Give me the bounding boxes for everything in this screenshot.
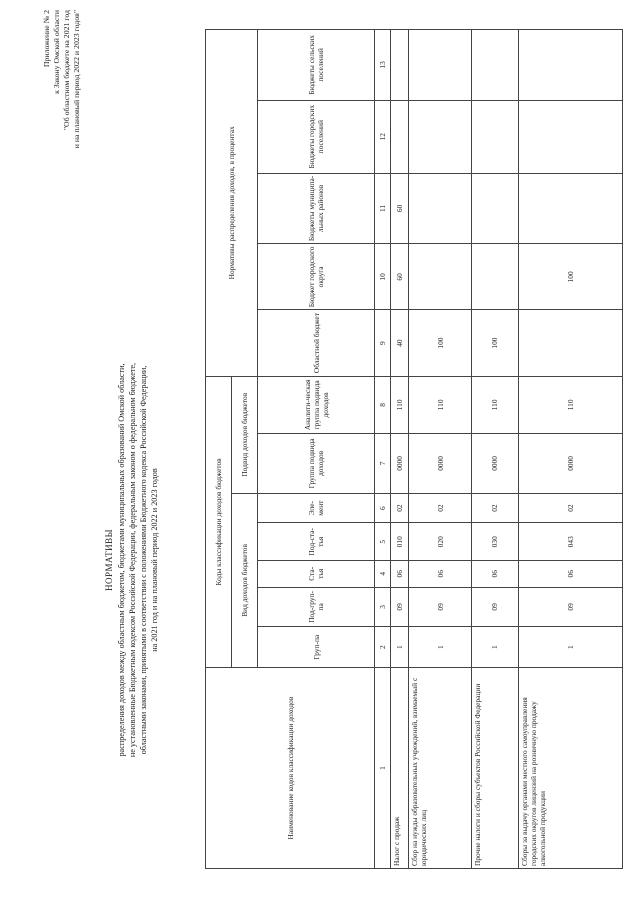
header-gruppa-podvida: Группа подвида доходов: [258, 434, 375, 494]
cell-gruppa-podvida: 0000: [391, 434, 409, 494]
header-analit: Аналити-ческая группа подвида доходов: [258, 376, 375, 433]
cell-gruppa: 1: [518, 627, 622, 668]
table-row: [409, 30, 472, 869]
cell-gorposel: [409, 100, 472, 173]
header-statya: Ста-тья: [258, 561, 375, 587]
cell-podgruppa: 09: [471, 587, 518, 627]
cell-munic: 60: [391, 173, 409, 244]
cell-statya: 06: [409, 561, 472, 587]
cell-podstatya: 020: [409, 523, 472, 561]
table-row: [471, 30, 518, 869]
title-line: на 2021 год и на плановый период 2022 и 2023 годов: [150, 468, 159, 652]
cell-gruppa-podvida: 0000: [471, 434, 518, 494]
index-cell: 4: [375, 561, 391, 587]
cell-analit: 110: [518, 376, 622, 433]
cell-gruppa: 1: [471, 627, 518, 668]
cell-element: 02: [391, 493, 409, 523]
header-selposel: Бюджеты сельских поселений: [258, 30, 375, 101]
cell-selposel: [391, 30, 409, 101]
header-munic: Бюджеты муниципа-льных районов: [258, 173, 375, 244]
header-norms: Нормативы распределения доходов, в процентах: [206, 30, 258, 377]
cell-selposel: [471, 30, 518, 101]
cell-munic: [471, 173, 518, 244]
appendix-line: "Об областном бюджете на 2021 год: [62, 10, 71, 131]
header-codes: Коды классификации доходов бюджетов: [206, 376, 232, 667]
cell-gruppa: 1: [409, 627, 472, 668]
cell-munic: [518, 173, 622, 244]
index-cell: 13: [375, 30, 391, 101]
cell-podgruppa: 09: [391, 587, 409, 627]
document-title: [104, 325, 160, 795]
cell-gorod: [471, 244, 518, 310]
appendix-line: Приложение № 2: [42, 10, 51, 68]
cell-gruppa-podvida: 0000: [409, 434, 472, 494]
table-row: [391, 30, 409, 869]
cell-oblast: 100: [409, 310, 472, 376]
row-name: Налог с продаж: [391, 668, 409, 869]
index-row: [375, 30, 391, 869]
cell-element: 02: [518, 493, 622, 523]
cell-statya: 06: [391, 561, 409, 587]
header-podstatya: Под-ста-тья: [258, 523, 375, 561]
index-cell: 2: [375, 627, 391, 668]
cell-analit: 110: [409, 376, 472, 433]
cell-analit: 110: [471, 376, 518, 433]
cell-analit: 110: [391, 376, 409, 433]
index-cell: 5: [375, 523, 391, 561]
cell-statya: 06: [471, 561, 518, 587]
cell-gorposel: [518, 100, 622, 173]
cell-statya: 06: [518, 561, 622, 587]
title-line: областными законами, принятыми в соответствии с положениями Бюджетного кодекса Российской Федерации,: [139, 365, 148, 755]
cell-element: 02: [409, 493, 472, 523]
row-name: Сборы за выдачу органами местного самоуправления городских округов лицензий на розничную продажу алкогольной продукции: [518, 668, 622, 869]
row-name: Сбор на нужды образовательных учреждений, взимаемый с юридических лиц: [409, 668, 472, 869]
title-line: распределения доходов между областным бюджетом, бюджетами муниципальных образований Омской области,: [117, 363, 126, 757]
appendix-line: к Закону Омской области: [52, 10, 61, 94]
header-element: Эле-мент: [258, 493, 375, 523]
index-cell: 8: [375, 376, 391, 433]
header-name: Наименование кодов классификации доходов: [206, 668, 375, 869]
cell-podstatya: 010: [391, 523, 409, 561]
title-main: НОРМАТИВЫ: [104, 528, 114, 592]
cell-gorposel: [471, 100, 518, 173]
cell-oblast: 40: [391, 310, 409, 376]
row-name: Прочие налоги и сборы субъектов Российской Федерации: [471, 668, 518, 869]
cell-podgruppa: 09: [409, 587, 472, 627]
index-cell: 12: [375, 100, 391, 173]
appendix-line: и на плановый период 2022 и 2023 годов": [72, 10, 81, 149]
appendix-header: [42, 10, 82, 160]
header-gorod: Бюджет городского округа: [258, 244, 375, 310]
cell-podstatya: 030: [471, 523, 518, 561]
cell-selposel: [518, 30, 622, 101]
cell-gruppa-podvida: 0000: [518, 434, 622, 494]
header-oblast: Областной бюджет: [258, 310, 375, 376]
cell-gorposel: [391, 100, 409, 173]
index-cell: 11: [375, 173, 391, 244]
cell-gruppa: 1: [391, 627, 409, 668]
index-cell: 3: [375, 587, 391, 627]
index-cell: 6: [375, 493, 391, 523]
header-gruppa: Груп-па: [258, 627, 375, 668]
index-cell: 7: [375, 434, 391, 494]
cell-gorod: 100: [518, 244, 622, 310]
cell-oblast: [518, 310, 622, 376]
cell-element: 02: [471, 493, 518, 523]
cell-podstatya: 043: [518, 523, 622, 561]
table-row: [518, 30, 622, 869]
index-cell: 1: [375, 668, 391, 869]
cell-oblast: 100: [471, 310, 518, 376]
index-cell: 9: [375, 310, 391, 376]
cell-podgruppa: 09: [518, 587, 622, 627]
header-podgruppa: Под-груп-па: [258, 587, 375, 627]
header-vid: Вид доходов бюджетов: [232, 493, 258, 667]
norms-table: [205, 29, 623, 869]
title-line: не установленные Бюджетным кодексом Российской Федерации, федеральным законом о федеральном бюджете,: [128, 362, 137, 758]
header-gorposel: Бюджеты городских поселений: [258, 100, 375, 173]
header-podvid: Подвид доходов бюджетов: [232, 376, 258, 493]
index-cell: 10: [375, 244, 391, 310]
cell-selposel: [409, 30, 472, 101]
cell-gorod: [409, 244, 472, 310]
cell-gorod: 60: [391, 244, 409, 310]
cell-munic: [409, 173, 472, 244]
